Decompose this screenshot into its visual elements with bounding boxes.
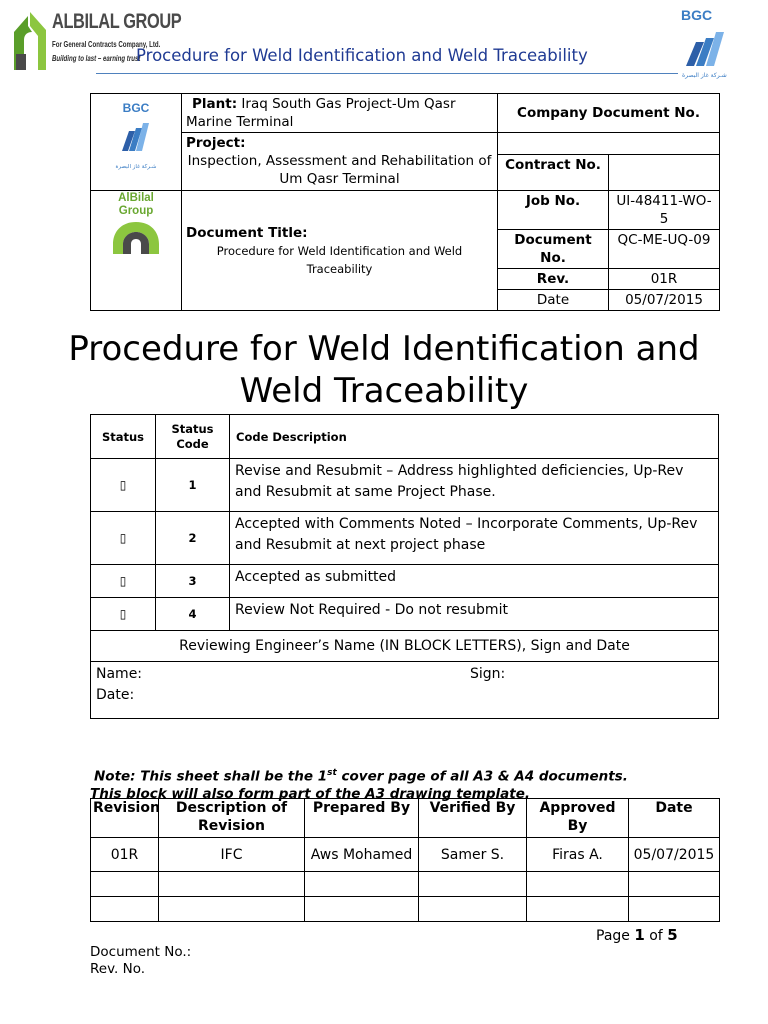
date-cell — [629, 872, 720, 897]
prepared-by-cell — [305, 897, 419, 922]
albilal-brand-text: ALBILAL GROUP — [52, 10, 182, 33]
note-line1-a: Note: This sheet shall be the 1 — [94, 768, 328, 785]
page-of: of — [644, 928, 668, 944]
verified-by-header: Verified By — [419, 799, 527, 838]
date-label: Date — [498, 290, 609, 311]
albilal-small-line1: AlBilal — [118, 192, 154, 204]
cover-note — [90, 765, 628, 803]
page-total: 5 — [667, 926, 678, 944]
bgc-flame-icon — [682, 28, 730, 70]
revision-label: Rev. — [498, 269, 609, 290]
revision-table — [90, 798, 720, 922]
header-title: Procedure for Weld Identification and Weld Traceability — [136, 46, 588, 65]
status-checkbox[interactable]: ▯ — [91, 512, 156, 565]
revision-cell — [91, 897, 159, 922]
plant-label: Plant: — [192, 96, 238, 112]
albilal-tagline: Building to last – earning trust — [52, 53, 141, 63]
job-label: Job No. — [498, 191, 609, 230]
approved-by-cell: Firas A. — [527, 838, 629, 872]
job-value: UI-48411-WO-5 — [609, 191, 720, 230]
description-cell: IFC — [159, 838, 305, 872]
reviewer-sign-field[interactable]: Sign: — [470, 666, 506, 682]
contract-label: Contract No. — [498, 155, 609, 191]
description-header: Description of Revision — [159, 799, 305, 838]
albilal-header-logo — [12, 8, 182, 74]
revision-value: 01R — [609, 269, 720, 290]
header-divider — [96, 73, 678, 74]
code-description: Accepted with Comments Noted – Incorporate Comments, Up-Rev and Resubmit at next project phase — [230, 512, 719, 565]
albilal-mark-icon — [12, 10, 48, 72]
status-checkbox[interactable]: ▯ — [91, 598, 156, 631]
reviewer-date-field[interactable]: Date: — [96, 687, 135, 703]
revision-cell: 01R — [91, 838, 159, 872]
revision-header: Revision — [91, 799, 159, 838]
main-title: Procedure for Weld Identification and Weld Traceability — [68, 329, 700, 411]
prepared-by-cell: Aws Mohamed — [305, 838, 419, 872]
status-checkbox[interactable]: ▯ — [91, 565, 156, 598]
reviewer-label: Reviewing Engineer’s Name (IN BLOCK LETTERS), Sign and Date — [91, 631, 719, 662]
date-cell — [629, 897, 720, 922]
verified-by-cell: Samer S. — [419, 838, 527, 872]
contract-value — [609, 155, 720, 191]
bgc-logo-small-text: BGC — [122, 101, 150, 115]
bgc-logo-text: BGC — [681, 7, 713, 23]
page-prefix: Page — [596, 928, 635, 944]
bgc-flame-small-icon — [118, 119, 154, 153]
status-table — [90, 414, 719, 719]
footer-document-number: Document No.: — [90, 944, 192, 960]
footer-revision-number: Rev. No. — [90, 961, 146, 977]
document-title-value: Procedure for Weld Identification and Weld Traceability — [216, 243, 463, 276]
code-description: Accepted as submitted — [230, 565, 719, 598]
approved-by-cell — [527, 872, 629, 897]
document-title-cell — [182, 191, 498, 311]
verified-by-cell — [419, 897, 527, 922]
bgc-logo-cell — [91, 94, 182, 191]
bgc-header-logo — [676, 6, 738, 84]
bgc-small-arabic: شـركة غاز البصرة — [115, 164, 157, 170]
albilal-logo-cell — [91, 191, 182, 311]
project-value: Inspection, Assessment and Rehabilitation of Um Qasr Terminal — [187, 153, 492, 187]
description-cell — [159, 897, 305, 922]
company-document-value — [498, 133, 720, 155]
verified-by-cell — [419, 872, 527, 897]
revision-cell — [91, 872, 159, 897]
bgc-arabic-text: شـركة غاز البصرة — [682, 72, 727, 79]
status-code: 3 — [156, 565, 230, 598]
albilal-small-line2: Group — [118, 205, 154, 217]
note-line1-b: cover page of all A3 & A4 documents. — [336, 768, 628, 785]
reviewer-fields — [91, 662, 719, 719]
albilal-subtitle: For General Contracts Company, Ltd. — [52, 39, 161, 49]
project-cell — [182, 133, 498, 191]
status-code: 4 — [156, 598, 230, 631]
description-cell — [159, 872, 305, 897]
albilal-small-icon — [111, 220, 161, 256]
status-header: Status — [91, 415, 156, 459]
project-label: Project: — [186, 135, 246, 151]
document-info-table — [90, 93, 720, 311]
date-cell: 05/07/2015 — [629, 838, 720, 872]
plant-cell — [182, 94, 498, 133]
status-code: 1 — [156, 459, 230, 512]
document-number-label: Document No. — [498, 230, 609, 269]
approved-by-header: Approved By — [527, 799, 629, 838]
status-code-header: Status Code — [156, 415, 230, 459]
note-line1-sup: st — [327, 768, 337, 778]
document-title-label: Document Title: — [186, 224, 308, 241]
code-description-header: Code Description — [230, 415, 719, 459]
note-line2: This block will also form part of the A3 drawing template. — [90, 785, 531, 802]
reviewer-name-field[interactable]: Name: — [96, 666, 143, 682]
document-number-value: QC-ME-UQ-09 — [609, 230, 720, 269]
approved-by-cell — [527, 897, 629, 922]
plant-value: Iraq South Gas Project-Um Qasr Marine Terminal — [186, 96, 456, 130]
code-description: Review Not Required - Do not resubmit — [230, 598, 719, 631]
prepared-by-header: Prepared By — [305, 799, 419, 838]
date-header: Date — [629, 799, 720, 838]
status-code: 2 — [156, 512, 230, 565]
company-document-label: Company Document No. — [498, 94, 720, 133]
page-current: 1 — [634, 926, 645, 944]
prepared-by-cell — [305, 872, 419, 897]
footer — [90, 944, 191, 978]
page-number — [596, 926, 678, 944]
code-description: Revise and Resubmit – Address highlighted deficiencies, Up-Rev and Resubmit at same Project Phase. — [230, 459, 719, 512]
status-checkbox[interactable]: ▯ — [91, 459, 156, 512]
date-value: 05/07/2015 — [609, 290, 720, 311]
